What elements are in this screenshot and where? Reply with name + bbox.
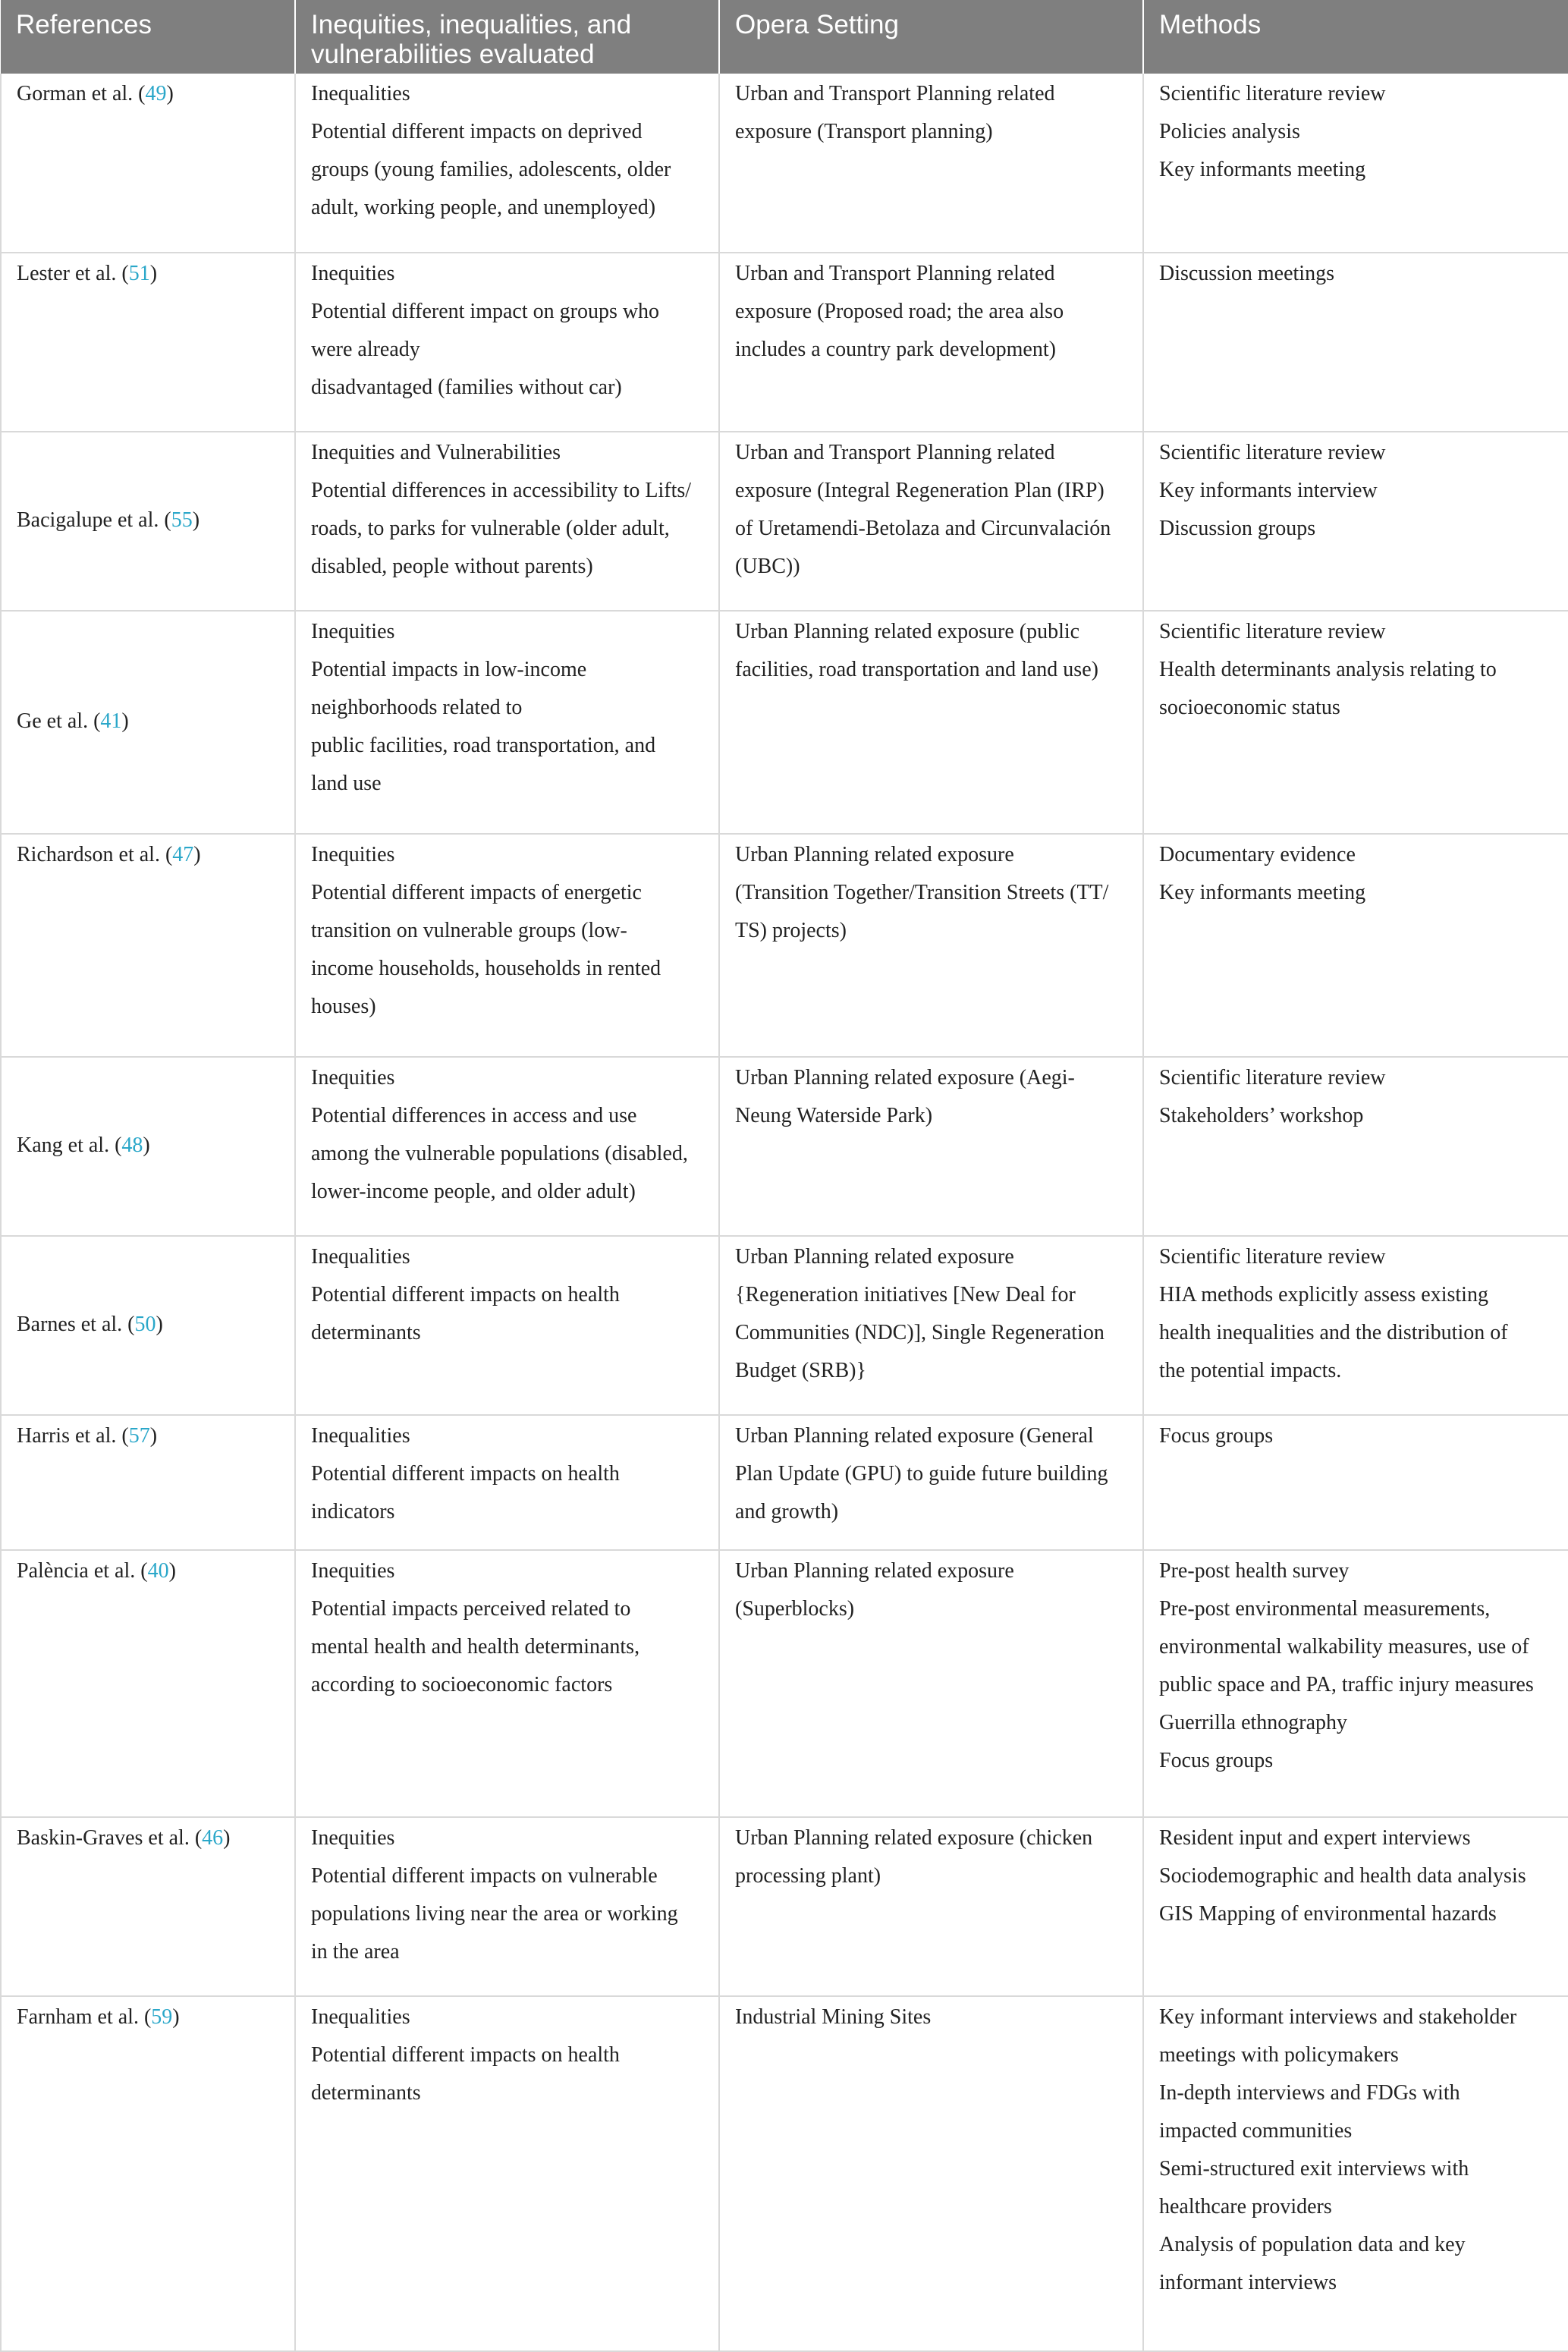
- reference-author: Palència et al. (: [17, 1559, 148, 1583]
- table-row: [1, 834, 1568, 1057]
- setting-cell-line: TS) projects): [735, 919, 847, 942]
- setting-cell-line: Communities (NDC)], Single Regeneration: [735, 1321, 1105, 1344]
- inequities-cell-line: determinants: [311, 1321, 421, 1344]
- methods-cell-line: public space and PA, traffic injury measures: [1159, 1673, 1534, 1696]
- methods-cell-line: Health determinants analysis relating to: [1159, 658, 1497, 681]
- methods-cell-line: socioeconomic status: [1159, 696, 1340, 719]
- reference-cell: [1, 1996, 295, 2351]
- inequities-cell-line: Inequalities: [311, 1424, 410, 1448]
- reference-close: ): [193, 843, 201, 866]
- inequities-cell-line: disadvantaged (families without car): [311, 376, 622, 399]
- inequities-cell: [295, 834, 719, 1057]
- inequities-cell-line: Potential different impacts on health: [311, 1462, 620, 1486]
- inequities-cell-line: Potential different impacts of energetic: [311, 881, 642, 904]
- table-row: [1, 611, 1568, 834]
- inequities-cell: [295, 1236, 719, 1415]
- inequities-cell-line: Potential different impacts on health: [311, 2043, 620, 2067]
- table-row: [1, 1817, 1568, 1996]
- inequities-cell: [295, 432, 719, 611]
- reference-cell: [1, 1817, 295, 1996]
- methods-cell-line: Policies analysis: [1159, 120, 1300, 143]
- inequities-cell-line: Inequalities: [311, 1245, 410, 1269]
- methods-cell-line: Pre-post environmental measurements,: [1159, 1597, 1491, 1621]
- setting-cell: [719, 1817, 1143, 1996]
- methods-cell-line: the potential impacts.: [1159, 1359, 1342, 1382]
- methods-cell-line: Analysis of population data and key: [1159, 2233, 1466, 2256]
- reference-number-link[interactable]: 47: [172, 843, 194, 866]
- setting-cell: [719, 1550, 1143, 1817]
- inequities-cell-line: Potential different impacts on health: [311, 1283, 620, 1306]
- table-row: [1, 1236, 1568, 1415]
- reference-close: ): [166, 82, 174, 105]
- reference-author: Farnham et al. (: [17, 2005, 152, 2029]
- methods-cell-line: Key informant interviews and stakeholder: [1159, 2005, 1517, 2029]
- reference-number-link[interactable]: 40: [147, 1559, 169, 1583]
- inequities-cell-line: were already: [311, 338, 420, 361]
- setting-cell-line: Urban and Transport Planning related: [735, 262, 1055, 285]
- setting-cell-line: includes a country park development): [735, 338, 1056, 361]
- header-row: [1, 0, 1568, 74]
- setting-cell-line: Urban and Transport Planning related: [735, 82, 1055, 105]
- methods-cell: [1143, 253, 1568, 432]
- methods-cell: [1143, 834, 1568, 1057]
- reference-cell: [1, 611, 295, 834]
- reference-number-link[interactable]: 46: [202, 1826, 224, 1850]
- reference-number-link[interactable]: 49: [145, 82, 167, 105]
- methods-cell-line: Scientific literature review: [1159, 441, 1386, 464]
- methods-cell-line: Pre-post health survey: [1159, 1559, 1350, 1583]
- inequities-cell: [295, 1817, 719, 1996]
- inequities-cell-line: Potential impacts in low-income: [311, 658, 587, 681]
- methods-cell: [1143, 74, 1568, 253]
- reference-close: ): [168, 1559, 176, 1583]
- reference-author: Lester et al. (: [17, 262, 129, 285]
- setting-cell: [719, 74, 1143, 253]
- setting-cell: [719, 1415, 1143, 1550]
- methods-cell-line: Documentary evidence: [1159, 843, 1356, 866]
- inequities-cell-line: groups (young families, adolescents, older: [311, 158, 671, 181]
- reference-cell: [1, 432, 295, 611]
- reference-close: ): [121, 709, 129, 733]
- inequities-cell: [295, 74, 719, 253]
- setting-cell-line: (UBC)): [735, 555, 800, 578]
- methods-cell-line: impacted communities: [1159, 2119, 1353, 2143]
- methods-cell-line: Key informants meeting: [1159, 881, 1366, 904]
- methods-cell: [1143, 1996, 1568, 2351]
- reference-cell: [1, 253, 295, 432]
- inequities-cell: [295, 1996, 719, 2351]
- inequities-cell-line: transition on vulnerable groups (low-: [311, 919, 627, 942]
- reference-cell: [1, 74, 295, 253]
- reference-cell: [1, 1550, 295, 1817]
- table-row: [1, 1550, 1568, 1817]
- methods-cell-line: Scientific literature review: [1159, 1066, 1386, 1090]
- inequities-cell-line: in the area: [311, 1940, 400, 1964]
- inequities-cell-line: Inequities: [311, 1066, 395, 1090]
- methods-cell-line: Stakeholders’ workshop: [1159, 1104, 1364, 1127]
- setting-cell-line: Urban Planning related exposure: [735, 1245, 1014, 1269]
- inequities-cell-line: mental health and health determinants,: [311, 1635, 640, 1659]
- setting-cell: [719, 1057, 1143, 1236]
- reference-cell: [1, 1057, 295, 1236]
- inequities-cell-line: Potential different impacts on deprived: [311, 120, 643, 143]
- setting-cell-line: and growth): [735, 1500, 839, 1523]
- methods-cell-line: Focus groups: [1159, 1424, 1274, 1448]
- header-setting: Opera Setting: [719, 0, 1143, 74]
- inequities-cell-line: among the vulnerable populations (disabled,: [311, 1142, 688, 1165]
- methods-cell: [1143, 1817, 1568, 1996]
- reference-author: Ge et al. (: [17, 709, 101, 733]
- methods-cell: [1143, 1550, 1568, 1817]
- inequities-cell: [295, 1415, 719, 1550]
- setting-cell-line: Urban Planning related exposure: [735, 843, 1014, 866]
- reference-author: Bacigalupe et al. (: [17, 508, 171, 532]
- inequities-cell-line: Potential impacts perceived related to: [311, 1597, 631, 1621]
- setting-cell-line: Urban Planning related exposure (public: [735, 620, 1080, 643]
- table-row: [1, 1996, 1568, 2351]
- reference-close: ): [143, 1134, 150, 1157]
- header-references: References: [1, 0, 295, 74]
- setting-cell: [719, 834, 1143, 1057]
- reference-close: ): [223, 1826, 231, 1850]
- methods-cell-line: Key informants meeting: [1159, 158, 1366, 181]
- reference-number-link[interactable]: 51: [128, 262, 150, 285]
- table-row: [1, 432, 1568, 611]
- setting-cell-line: (Superblocks): [735, 1597, 855, 1621]
- reference-cell: [1, 834, 295, 1057]
- inequities-cell-line: Potential differences in accessibility to Lifts/: [311, 479, 692, 502]
- reference-author: Gorman et al. (: [17, 82, 146, 105]
- methods-cell-line: informant interviews: [1159, 2271, 1337, 2294]
- methods-cell-line: Scientific literature review: [1159, 620, 1386, 643]
- inequities-cell-line: according to socioeconomic factors: [311, 1673, 613, 1696]
- inequities-cell-line: Inequities: [311, 1559, 395, 1583]
- methods-cell: [1143, 1415, 1568, 1550]
- reference-author: Harris et al. (: [17, 1424, 129, 1448]
- inequities-cell-line: houses): [311, 995, 376, 1018]
- methods-cell-line: meetings with policymakers: [1159, 2043, 1399, 2067]
- setting-cell-line: Neung Waterside Park): [735, 1104, 933, 1127]
- reference-number-link[interactable]: 59: [151, 2005, 173, 2029]
- setting-cell-line: Urban Planning related exposure (Aegi-: [735, 1066, 1075, 1090]
- setting-cell-line: exposure (Integral Regeneration Plan (IRP): [735, 479, 1105, 502]
- reference-author: Baskin-Graves et al. (: [17, 1826, 203, 1850]
- reference-cell: [1, 1415, 295, 1550]
- inequities-cell-line: Inequities: [311, 1826, 395, 1850]
- methods-cell: [1143, 1057, 1568, 1236]
- setting-cell-line: Plan Update (GPU) to guide future building: [735, 1462, 1108, 1486]
- reference-close: ): [156, 1313, 163, 1336]
- inequities-cell-line: indicators: [311, 1500, 395, 1523]
- inequities-cell-line: public facilities, road transportation, and: [311, 734, 656, 757]
- inequities-cell-line: Inequalities: [311, 2005, 410, 2029]
- inequities-cell-line: Potential differences in access and use: [311, 1104, 637, 1127]
- setting-cell: [719, 1996, 1143, 2351]
- reference-number-link[interactable]: 41: [100, 709, 122, 733]
- methods-cell: [1143, 432, 1568, 611]
- inequities-cell: [295, 253, 719, 432]
- reference-number-link[interactable]: 50: [134, 1313, 156, 1336]
- methods-cell-line: Guerrilla ethnography: [1159, 1711, 1348, 1734]
- inequities-cell-line: roads, to parks for vulnerable (older adult,: [311, 517, 670, 540]
- inequities-cell-line: Potential different impacts on vulnerable: [311, 1864, 658, 1888]
- setting-cell-line: facilities, road transportation and land use): [735, 658, 1098, 681]
- inequities-cell-line: Potential different impact on groups who: [311, 300, 660, 323]
- inequities-cell-line: populations living near the area or working: [311, 1902, 678, 1926]
- inequities-cell-line: land use: [311, 772, 382, 795]
- methods-cell-line: environmental walkability measures, use of: [1159, 1635, 1529, 1659]
- inequities-cell: [295, 1057, 719, 1236]
- inequities-cell-line: Inequalities: [311, 82, 410, 105]
- inequities-cell-line: disabled, people without parents): [311, 555, 593, 578]
- methods-cell-line: healthcare providers: [1159, 2195, 1332, 2218]
- methods-cell-line: Focus groups: [1159, 1749, 1274, 1772]
- setting-cell-line: (Transition Together/Transition Streets (TT/: [735, 881, 1109, 904]
- methods-cell-line: Discussion groups: [1159, 517, 1316, 540]
- table-body: [1, 74, 1568, 2351]
- reference-close: ): [149, 262, 158, 285]
- header-inequities: Inequities, inequalities, and vulnerabilities evaluated: [295, 0, 719, 74]
- table-row: [1, 74, 1568, 253]
- methods-cell-line: GIS Mapping of environmental hazards: [1159, 1902, 1497, 1926]
- setting-cell-line: Industrial Mining Sites: [735, 2005, 932, 2029]
- setting-cell: [719, 253, 1143, 432]
- inequities-cell-line: Inequities: [311, 620, 395, 643]
- inequities-cell-line: adult, working people, and unemployed): [311, 196, 656, 219]
- inequities-cell-line: Inequities and Vulnerabilities: [311, 441, 561, 464]
- methods-cell-line: Sociodemographic and health data analysis: [1159, 1864, 1526, 1888]
- reference-author: Barnes et al. (: [17, 1313, 135, 1336]
- reference-number-link[interactable]: 57: [128, 1424, 150, 1448]
- inequities-cell: [295, 1550, 719, 1817]
- inequities-cell-line: Inequities: [311, 843, 395, 866]
- methods-cell-line: HIA methods explicitly assess existing: [1159, 1283, 1488, 1306]
- inequities-cell-line: determinants: [311, 2081, 421, 2105]
- methods-cell-line: Scientific literature review: [1159, 82, 1386, 105]
- table-row: [1, 253, 1568, 432]
- setting-cell: [719, 432, 1143, 611]
- inequities-cell: [295, 611, 719, 834]
- setting-cell-line: exposure (Proposed road; the area also: [735, 300, 1064, 323]
- setting-cell-line: processing plant): [735, 1864, 881, 1888]
- methods-cell-line: Scientific literature review: [1159, 1245, 1386, 1269]
- header-methods: Methods: [1143, 0, 1568, 74]
- methods-cell-line: Resident input and expert interviews: [1159, 1826, 1471, 1850]
- setting-cell-line: Urban Planning related exposure: [735, 1559, 1014, 1583]
- reference-close: ): [149, 1424, 158, 1448]
- reference-close: ): [192, 508, 200, 532]
- setting-cell-line: Budget (SRB)}: [735, 1359, 866, 1382]
- setting-cell-line: Urban Planning related exposure (General: [735, 1424, 1094, 1448]
- setting-cell-line: exposure (Transport planning): [735, 120, 993, 143]
- reference-close: ): [172, 2005, 180, 2029]
- methods-cell-line: Key informants interview: [1159, 479, 1378, 502]
- setting-cell-line: of Uretamendi-Betolaza and Circunvalación: [735, 517, 1111, 540]
- reference-author: Kang et al. (: [17, 1134, 122, 1157]
- inequities-cell-line: Inequities: [311, 262, 395, 285]
- reference-author: Richardson et al. (: [17, 843, 173, 866]
- methods-cell-line: Semi-structured exit interviews with: [1159, 2157, 1469, 2181]
- table-row: [1, 1415, 1568, 1550]
- methods-cell-line: Discussion meetings: [1159, 262, 1334, 285]
- methods-cell: [1143, 1236, 1568, 1415]
- setting-cell: [719, 1236, 1143, 1415]
- methods-cell-line: health inequalities and the distribution of: [1159, 1321, 1508, 1344]
- inequities-cell-line: neighborhoods related to: [311, 696, 523, 719]
- setting-cell-line: Urban and Transport Planning related: [735, 441, 1055, 464]
- setting-cell-line: {Regeneration initiatives [New Deal for: [735, 1283, 1076, 1306]
- reference-number-link[interactable]: 55: [171, 508, 193, 532]
- setting-cell: [719, 611, 1143, 834]
- inequities-cell-line: lower-income people, and older adult): [311, 1180, 636, 1203]
- inequities-cell-line: income households, households in rented: [311, 957, 661, 980]
- table-row: [1, 1057, 1568, 1236]
- methods-cell-line: In-depth interviews and FDGs with: [1159, 2081, 1460, 2105]
- methods-cell: [1143, 611, 1568, 834]
- reference-number-link[interactable]: 48: [121, 1134, 143, 1157]
- setting-cell-line: Urban Planning related exposure (chicken: [735, 1826, 1093, 1850]
- reference-cell: [1, 1236, 295, 1415]
